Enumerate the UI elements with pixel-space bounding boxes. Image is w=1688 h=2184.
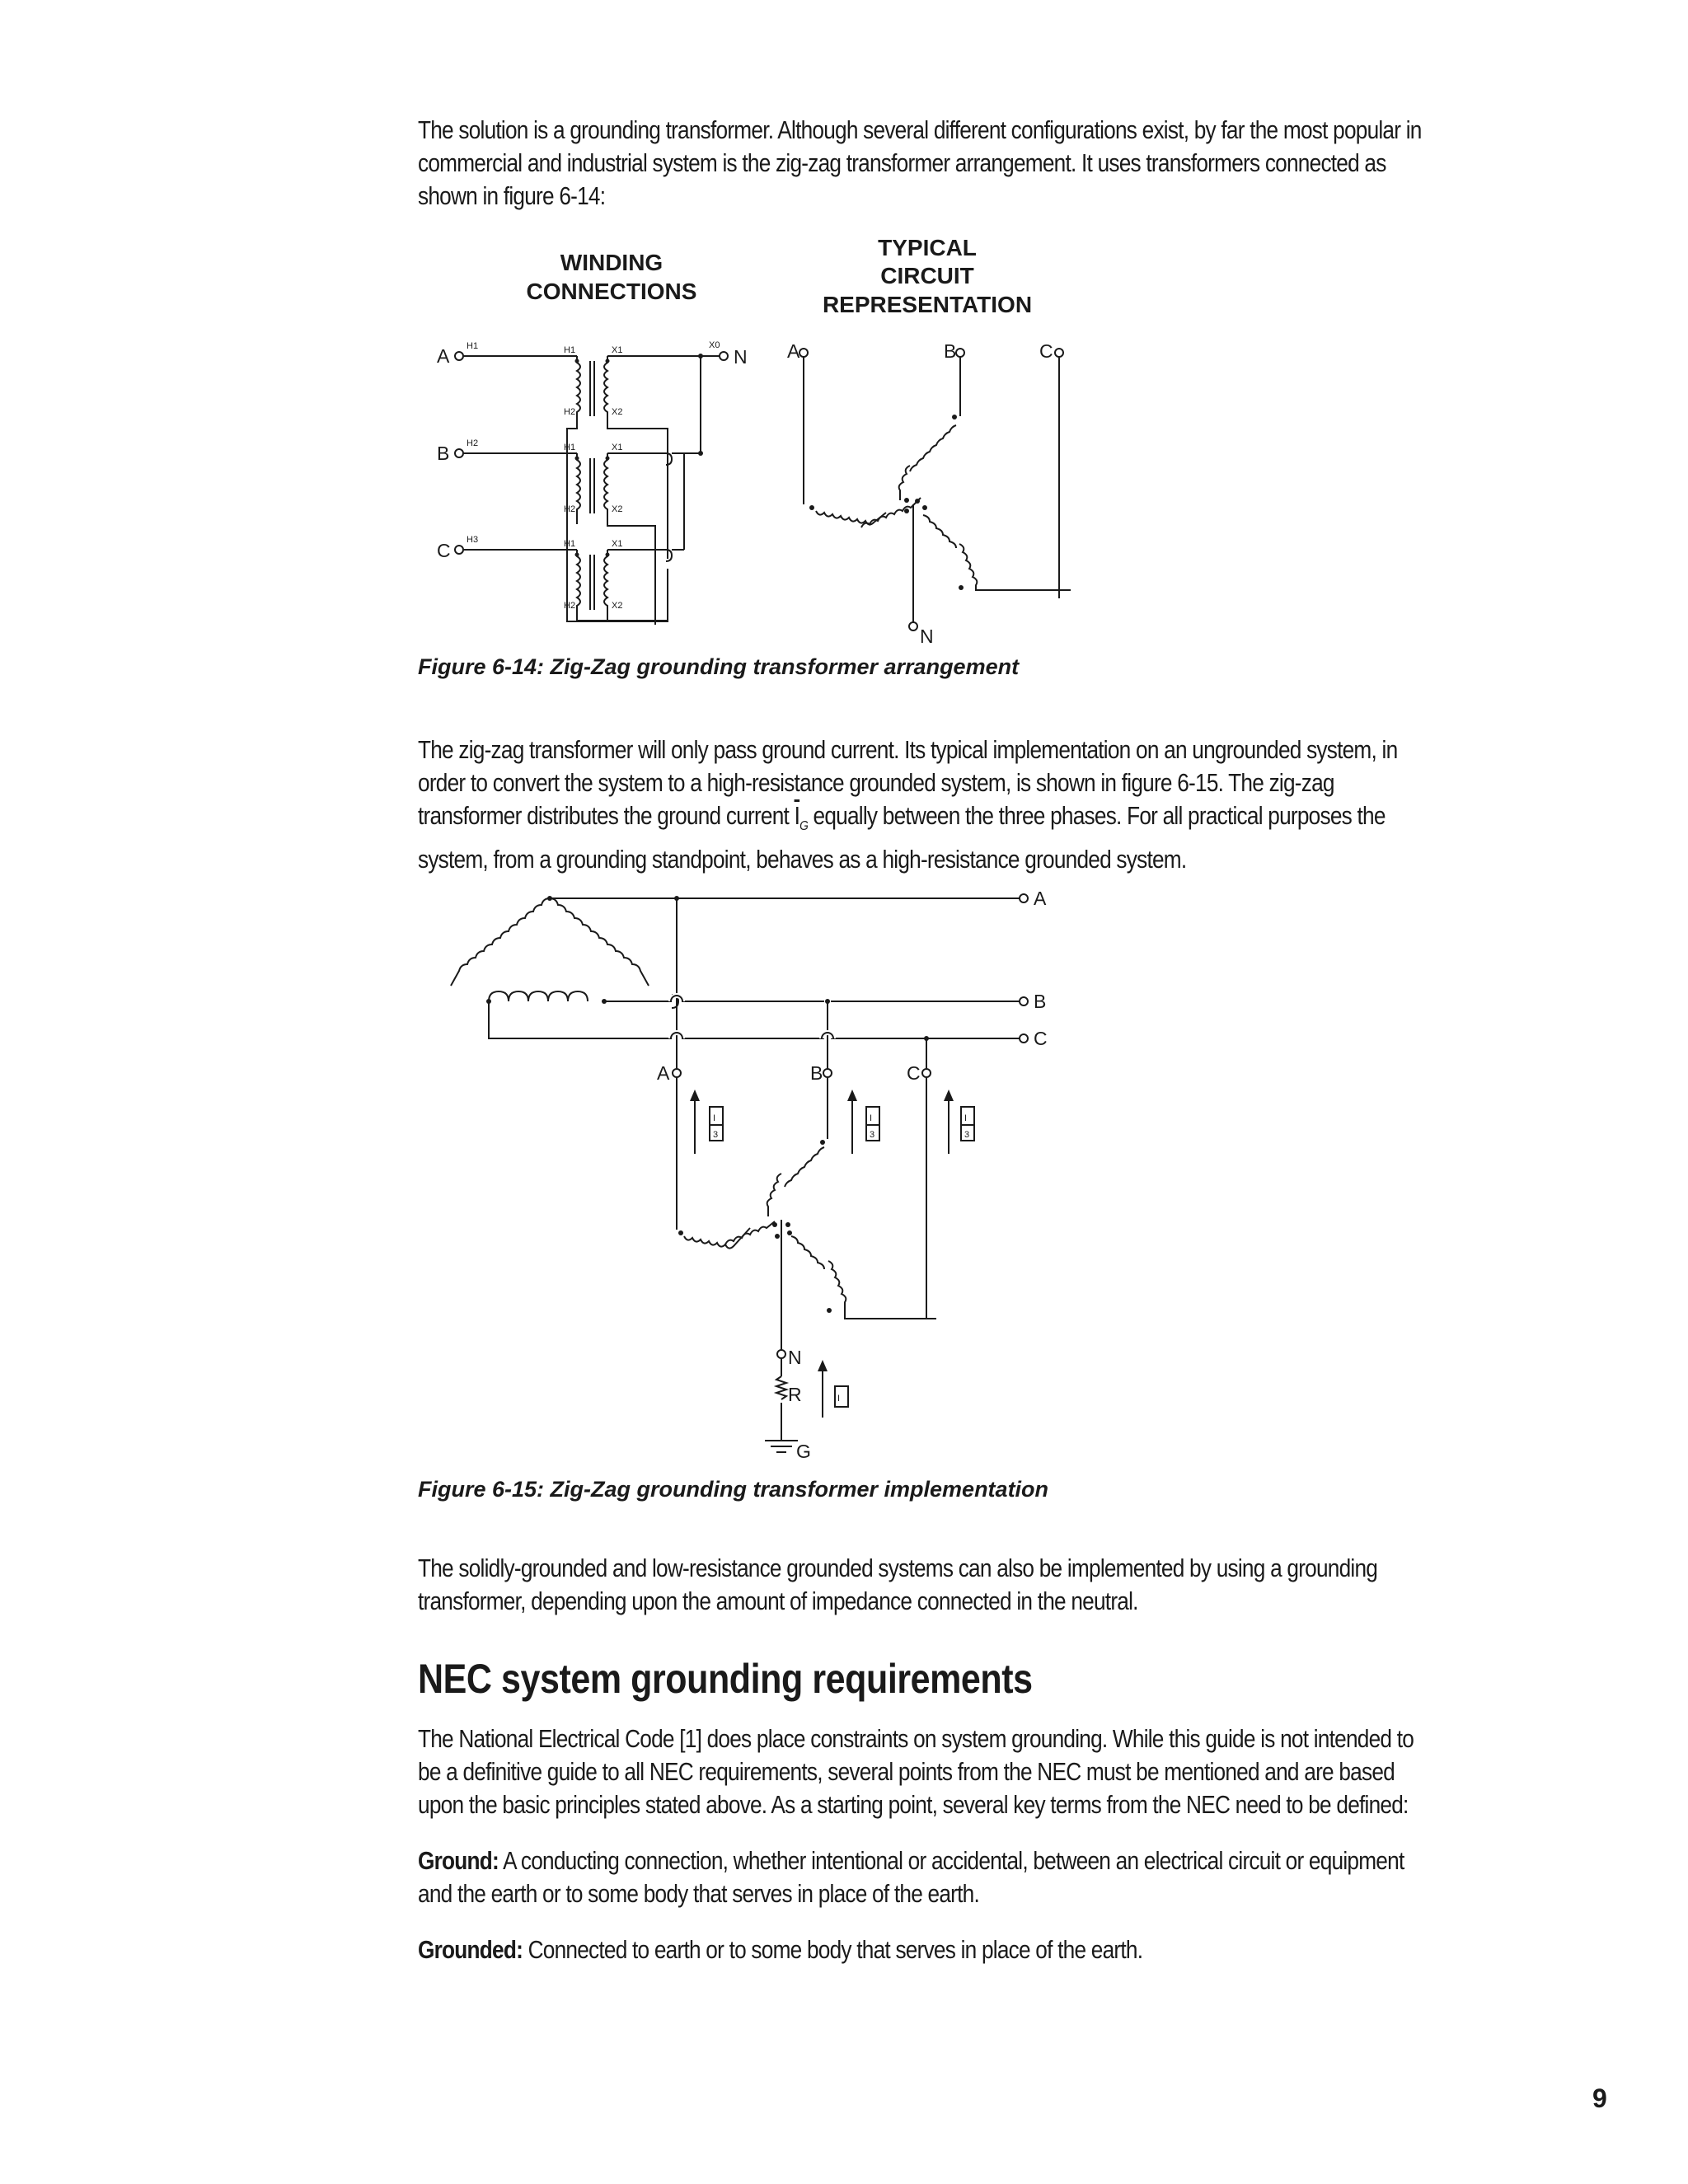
definition-grounded xyxy=(418,1933,1573,1966)
fig615-frac-a-num: I xyxy=(713,1113,716,1123)
fig614-left-b: B xyxy=(437,443,450,464)
fig614-coil1-h1: H1 xyxy=(564,345,576,355)
after-paragraph xyxy=(418,1552,1573,1618)
after-line-1: The solidly-grounded and low-resistance grounded systems can also be implemented by using a grounding xyxy=(418,1554,1378,1582)
fig615-frac-c-num: I xyxy=(964,1113,968,1123)
fig615-ground-g: G xyxy=(796,1441,811,1462)
fig615-frac-b-num: I xyxy=(870,1113,873,1123)
section-paragraph xyxy=(418,1722,1573,1821)
figure-6-14-caption: Figure 6-14: Zig-Zag grounding transformer arrangement xyxy=(418,654,1020,679)
fig614-header-left-1: WINDING xyxy=(560,250,663,275)
section-heading: NEC system grounding requirements xyxy=(418,1656,1033,1702)
section-line-3: upon the basic principles stated above. As a starting point, several key terms from the NEC need to be defined: xyxy=(418,1791,1409,1819)
fig614-x0: X0 xyxy=(709,340,720,350)
fig614-coil1-x1: X1 xyxy=(612,345,623,355)
fig615-frac-c-den: 3 xyxy=(964,1130,970,1140)
fig615-frac-a-den: 3 xyxy=(713,1130,719,1140)
middle-line-3-post: equally between the three phases. For all practical purposes the xyxy=(808,802,1386,830)
fig614-coil3-x1: X1 xyxy=(612,539,623,549)
fig615-neutral-ig: I xyxy=(837,1394,841,1404)
fig614-h3: H3 xyxy=(467,535,479,545)
fig614-right-c: C xyxy=(1039,340,1053,362)
intro-line-2: commercial and industrial system is the zig-zag transformer arrangement. It uses transformers connected as xyxy=(418,149,1386,177)
figure-6-15-diagram xyxy=(0,865,1688,1467)
ig-symbol: $\overline{I}$ xyxy=(794,802,800,830)
fig615-bus-a: A xyxy=(1034,888,1047,909)
ig-subscript: G xyxy=(799,819,809,834)
intro-line-3: shown in figure 6-14: xyxy=(418,182,606,210)
fig614-h1: H1 xyxy=(467,341,479,351)
middle-line-2: order to convert the system to a high-resistance grounded system, is shown in figure 6-15. The zig-zag xyxy=(418,769,1334,797)
fig615-tap-a: A xyxy=(657,1062,670,1084)
fig615-bus-b: B xyxy=(1034,991,1047,1012)
fig614-left-n: N xyxy=(734,346,748,368)
fig614-coil2-h1: H1 xyxy=(564,443,576,452)
intro-line-1: The solution is a grounding transformer. Although several different configurations exist, by far the most popular in xyxy=(418,116,1422,144)
after-line-2: transformer, depending upon the amount of impedance connected in the neutral. xyxy=(418,1587,1138,1615)
ground-term: Ground: xyxy=(418,1847,499,1875)
definition-ground xyxy=(418,1844,1573,1910)
fig614-coil2-h2: H2 xyxy=(564,504,576,514)
middle-line-4: system, from a grounding standpoint, behaves as a high-resistance grounded system. xyxy=(418,846,1187,874)
fig615-tap-b: B xyxy=(810,1062,823,1084)
fig614-header-right-1: TYPICAL xyxy=(878,235,977,260)
section-line-2: be a definitive guide to all NEC requirements, several points from the NEC must be mentioned and are based xyxy=(418,1758,1395,1786)
figure-6-14-diagram xyxy=(0,0,1688,659)
grounded-text: Connected to earth or to some body that serves in place of the earth. xyxy=(523,1936,1143,1964)
fig614-coil3-x2: X2 xyxy=(612,601,623,611)
fig615-node-n: N xyxy=(788,1347,802,1368)
ground-line-1: A conducting connection, whether intentional or accidental, between an electrical circuit or equipment xyxy=(499,1847,1404,1875)
fig614-right-b: B xyxy=(944,340,957,362)
fig615-resistor-r: R xyxy=(788,1384,802,1405)
section-line-1: The National Electrical Code [1] does place constraints on system grounding. While this guide is not intended to xyxy=(418,1725,1414,1753)
figure-6-15-caption: Figure 6-15: Zig-Zag grounding transformer implementation xyxy=(418,1477,1049,1502)
grounded-term: Grounded: xyxy=(418,1936,523,1964)
fig614-h2: H2 xyxy=(467,438,479,448)
fig614-left-a: A xyxy=(437,345,450,367)
fig614-right-a: A xyxy=(787,340,800,362)
middle-line-1: The zig-zag transformer will only pass ground current. Its typical implementation on an ungrounded system, in xyxy=(418,736,1398,764)
fig614-header-left-2: CONNECTIONS xyxy=(526,279,697,304)
fig615-frac-b-den: 3 xyxy=(870,1130,875,1140)
fig614-left-c: C xyxy=(437,540,451,561)
fig614-coil2-x2: X2 xyxy=(612,504,623,514)
page-number: 9 xyxy=(1592,2083,1607,2113)
fig615-tap-c: C xyxy=(907,1062,921,1084)
ground-line-2: and the earth or to some body that serves in place of the earth. xyxy=(418,1880,979,1908)
fig614-coil1-x2: X2 xyxy=(612,407,623,417)
fig614-right-n: N xyxy=(920,626,934,647)
middle-paragraph xyxy=(418,733,1573,876)
fig614-header-right-2: CIRCUIT xyxy=(880,263,974,288)
fig614-coil1-h2: H2 xyxy=(564,407,576,417)
fig614-coil2-x1: X1 xyxy=(612,443,623,452)
fig615-bus-c: C xyxy=(1034,1028,1048,1049)
middle-line-3-pre: transformer distributes the ground current xyxy=(418,802,795,830)
fig614-coil3-h1: H1 xyxy=(564,539,576,549)
fig614-coil3-h2: H2 xyxy=(564,601,576,611)
middle-line-3 xyxy=(418,799,1573,843)
fig614-header-right-3: REPRESENTATION xyxy=(822,292,1033,317)
